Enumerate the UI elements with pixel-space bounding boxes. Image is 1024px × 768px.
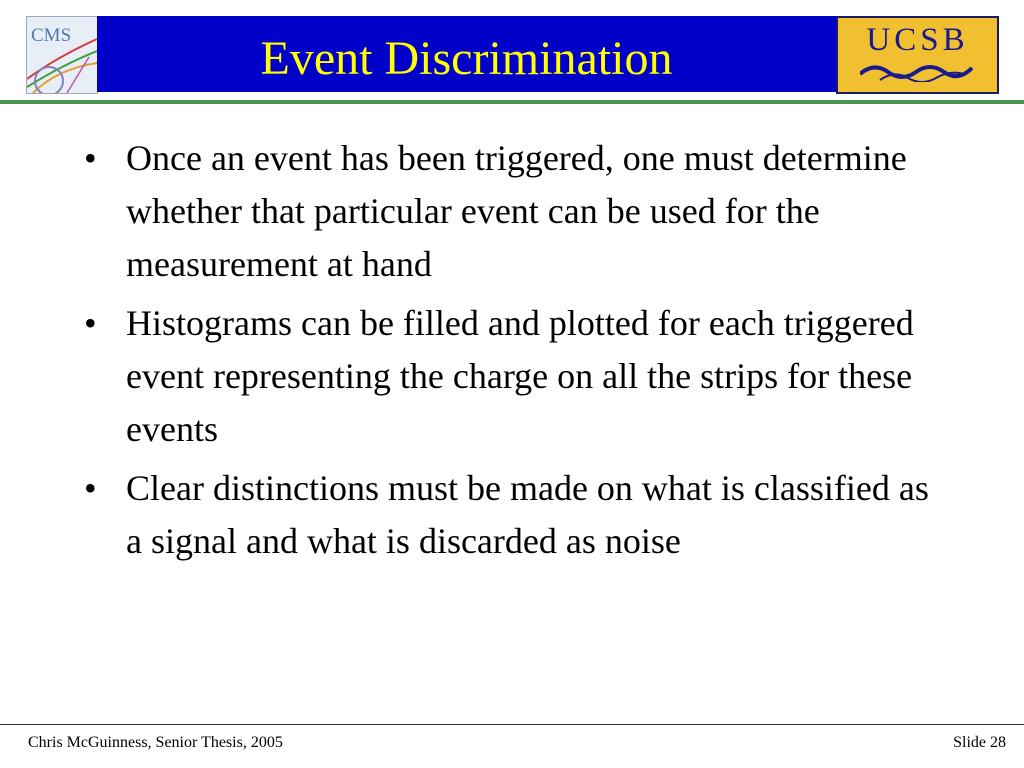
ucsb-logo-text: UCSB <box>866 22 969 58</box>
title-bar <box>97 16 836 92</box>
slide-number: Slide 28 <box>953 734 1006 751</box>
ucsb-logo <box>836 16 999 94</box>
bullet-icon: • <box>84 468 97 508</box>
bullet-text: Once an event has been triggered, one must determine whether that particular event can be used for the measurement at hand <box>126 138 907 284</box>
bullet-text: Clear distinctions must be made on what is classified as a signal and what is discarded as noise <box>126 468 929 561</box>
bullet-icon: • <box>84 303 97 343</box>
footer-divider <box>0 724 1024 725</box>
cms-logo <box>26 16 98 94</box>
wave-icon <box>860 62 975 82</box>
slide-title: Event Discrimination <box>260 32 673 85</box>
bullet-list <box>84 132 944 574</box>
bullet-item <box>84 462 944 568</box>
bullet-item <box>84 297 944 456</box>
header-divider <box>0 100 1024 104</box>
slide-header <box>0 0 1024 104</box>
footer-author: Chris McGuinness, Senior Thesis, 2005 <box>28 734 283 751</box>
bullet-text: Histograms can be filled and plotted for each triggered event representing the charge on all the strips for these events <box>126 303 914 449</box>
bullet-item <box>84 132 944 291</box>
bullet-icon: • <box>84 138 97 178</box>
cms-logo-text: CMS <box>31 25 72 46</box>
